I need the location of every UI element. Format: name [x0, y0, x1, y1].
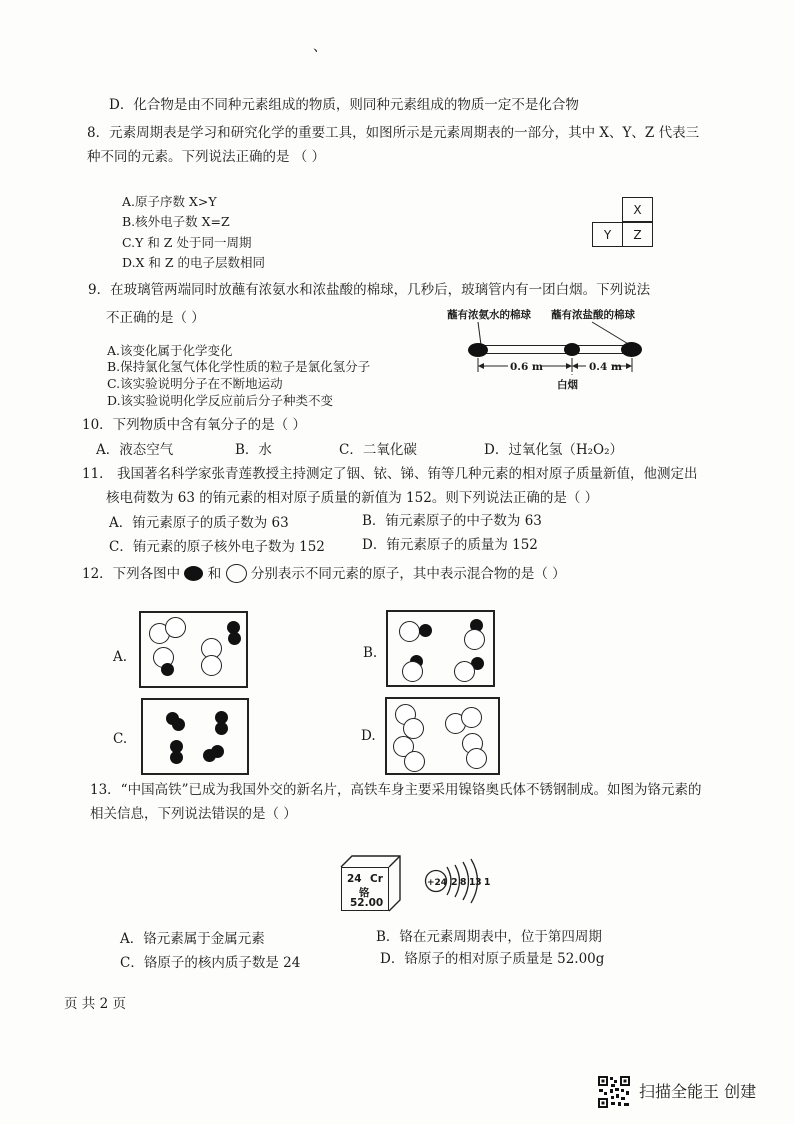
white-smoke-label: 白烟 — [557, 379, 578, 391]
q10-option-b: B．水 — [235, 442, 272, 458]
q13-option-a: A．铬元素属于金属元素 — [120, 931, 265, 947]
q13-stem-line2: 相关信息，下列说法错误的是（ ） — [90, 806, 297, 822]
q9-stem-line1: 9．在玻璃管两端同时放蘸有浓氨水和浓盐酸的棉球，几秒后，玻璃管内有一团白烟。下列说法 — [88, 282, 651, 298]
q11-stem-line1: 11． 我国著名科学家张青莲教授主持测定了铟、铱、锑、铕等几种元素的相对原子质量新值，他测定出 — [82, 466, 698, 482]
atomic-mass: 52.00 — [350, 897, 384, 909]
shell-electrons: 2 8 13 1 — [451, 877, 490, 888]
cell-z: Z — [622, 222, 653, 247]
q11-option-a: A．铕元素原子的质子数为 63 — [109, 515, 289, 531]
distance-right-label: 0.4 m — [589, 361, 623, 373]
q8-stem-line2: 种不同的元素。下列说法正确的是 （ ） — [87, 149, 326, 165]
q9-option-a: A.该变化属于化学变化 — [107, 343, 233, 358]
q10-option-a: A．液态空气 — [96, 442, 174, 458]
q10-option-d: D．过氧化氢（H₂O₂） — [484, 442, 623, 458]
q9-option-b: B.保持氯化氢气体化学性质的粒子是氯化氢分子 — [107, 359, 371, 374]
q9-option-d: D.该实验说明化学反应前后分子种类不变 — [107, 393, 334, 408]
q8-stem-line1: 8．元素周期表是学习和研究化学的重要工具，如图所示是元素周期表的一部分，其中 X、Y、Z 代表三 — [87, 125, 700, 141]
q8-option-d: D.X 和 Z 的电子层数相同 — [122, 255, 266, 270]
nucleus-charge: +24 — [427, 878, 448, 888]
q13-option-d: D．铬原子的相对原子质量是 52.00g — [380, 951, 605, 967]
q12-label-d: D. — [361, 728, 376, 744]
q11-option-d: D．铕元素原子的质量为 152 — [362, 537, 538, 553]
header-mark: 、 — [313, 39, 327, 55]
atomic-number: 24 — [347, 873, 362, 885]
q12-label-b: B. — [363, 645, 378, 661]
ammonia-ball-label: 蘸有浓氨水的棉球 — [447, 309, 531, 321]
q9-stem-line2: 不正确的是（ ） — [106, 310, 205, 326]
distance-left-label: 0.6 m — [510, 361, 544, 373]
hcl-ball-label: 蘸有浓盐酸的棉球 — [551, 309, 635, 321]
q10-stem: 10．下列物质中含有氧分子的是（ ） — [82, 417, 306, 433]
q13-option-c: C．铬原子的核内质子数是 24 — [120, 955, 301, 971]
q8-option-c: C.Y 和 Z 处于同一周期 — [122, 235, 252, 250]
q12-label-c: C. — [113, 731, 128, 747]
q12-stem-and: 和 — [207, 566, 222, 582]
q12-stem-suffix: 分别表示不同元素的原子，其中表示混合物的是（ ） — [250, 566, 566, 582]
q7-option-d: D．化合物是由不同种元素组成的物质，则同种元素组成的物质一定不是化合物 — [109, 97, 579, 113]
element-symbol: Cr — [370, 873, 383, 885]
q13-option-b: B．铬在元素周期表中，位于第四周期 — [376, 929, 602, 945]
element-name: 铬 — [359, 887, 370, 899]
q8-option-b: B.核外电子数 X=Z — [122, 214, 230, 229]
q13-stem-line1: 13．“中国高铁”已成为我国外交的新名片，高铁车身主要采用镍铬奥氏体不锈钢制成。如图为铬元素的 — [90, 782, 702, 798]
scanner-watermark: 扫描全能王 创建 — [639, 1082, 757, 1101]
cell-x: X — [622, 197, 653, 222]
qr-code-icon — [597, 1075, 631, 1109]
page-footer: 页 共 2 页 — [64, 996, 126, 1012]
q11-option-c: C．铕元素的原子核外电子数为 152 — [109, 539, 325, 555]
q9-option-c: C.该实验说明分子在不断地运动 — [107, 376, 283, 391]
q11-stem-line2: 核电荷数为 63 的铕元素的相对原子质量的新值为 152。则下列说法正确的是（ ） — [106, 490, 599, 506]
q11-option-b: B．铕元素原子的中子数为 63 — [362, 513, 542, 529]
cell-y: Y — [592, 222, 623, 247]
q8-option-a: A.原子序数 X>Y — [122, 194, 217, 209]
q12-label-a: A. — [113, 649, 128, 665]
q10-option-c: C．二氧化碳 — [339, 442, 417, 458]
q12-stem-prefix: 12．下列各图中 — [82, 566, 181, 582]
